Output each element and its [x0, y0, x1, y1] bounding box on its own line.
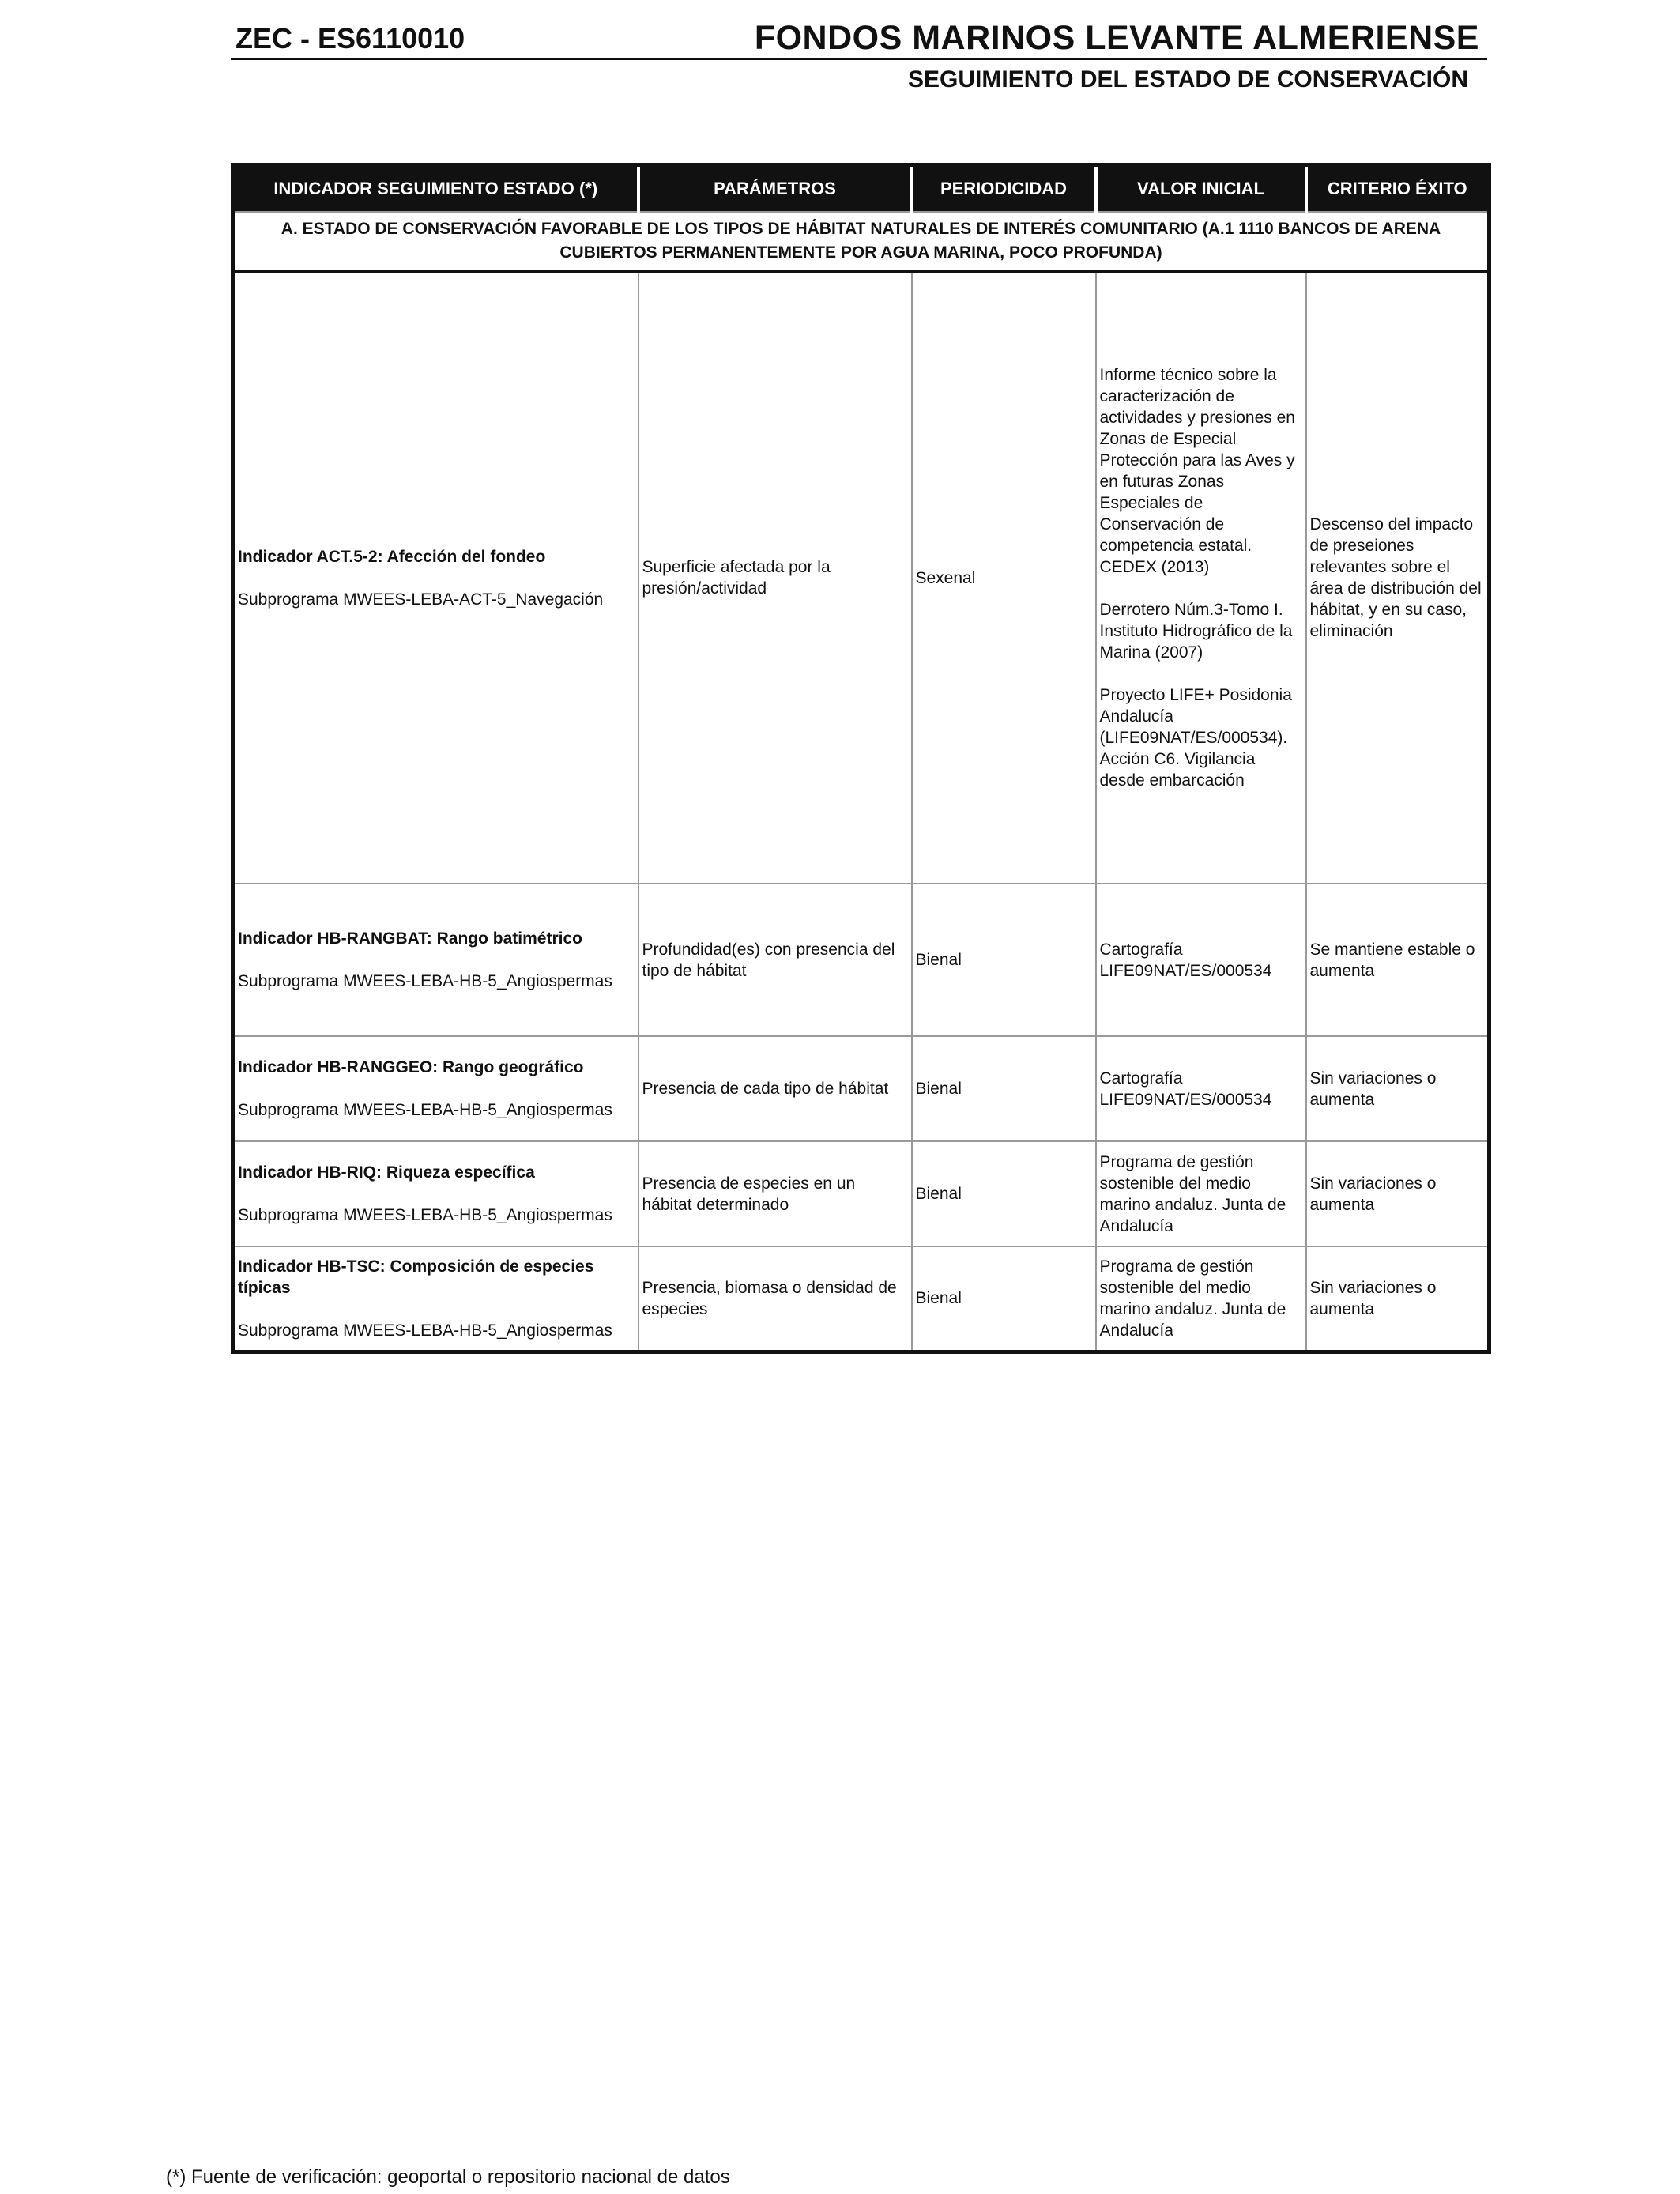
initial-value-paragraph: Derrotero Núm.3-Tomo I. Instituto Hidrográfico de la Marina (2007)	[1099, 601, 1293, 662]
section-row	[233, 212, 1490, 271]
column-header-periodicity: PERIODICIDAD	[912, 165, 1096, 213]
success-criterion-cell: Descenso del impacto de preseiones relevantes sobre el área de distribución del hábitat, y en su caso, eliminación	[1306, 271, 1490, 884]
indicator-cell	[233, 1141, 638, 1246]
table-header-row	[233, 165, 1490, 213]
parameters-cell: Profundidad(es) con presencia del tipo de hábitat	[638, 884, 912, 1036]
column-header-success-criterion: CRITERIO ÉXITO	[1306, 165, 1490, 213]
document-subtitle: SEGUIMIENTO DEL ESTADO DE CONSERVACIÓN	[908, 66, 1468, 92]
parameters-cell: Presencia de especies en un hábitat determinado	[638, 1141, 912, 1246]
indicator-subprogram: Subprograma MWEES-LEBA-HB-5_Angiospermas	[238, 1101, 612, 1119]
column-header-parameters: PARÁMETROS	[638, 165, 912, 213]
indicator-subprogram: Subprograma MWEES-LEBA-HB-5_Angiospermas	[238, 1321, 612, 1340]
indicator-cell	[233, 1036, 638, 1141]
indicator-title: Indicador HB-TSC: Composición de especies típicas	[238, 1257, 594, 1297]
indicator-subprogram: Subprograma MWEES-LEBA-HB-5_Angiospermas	[238, 972, 612, 990]
periodicity-cell: Bienal	[912, 884, 1096, 1036]
indicator-cell	[233, 1246, 638, 1351]
parameters-cell: Presencia de cada tipo de hábitat	[638, 1036, 912, 1141]
indicator-title: Indicador ACT.5-2: Afección del fondeo	[238, 547, 546, 566]
parameters-cell: Superficie afectada por la presión/actividad	[638, 271, 912, 884]
indicator-title: Indicador HB-RIQ: Riqueza específica	[238, 1163, 535, 1182]
initial-value-paragraph: Informe técnico sobre la caracterización de actividades y presiones en Zonas de Especial Protección para las Aves y en futuras Zonas Especiales de Conservación de competencia estatal. CEDEX (2013)	[1099, 366, 1295, 576]
success-criterion-cell: Se mantiene estable o aumenta	[1306, 884, 1490, 1036]
initial-value-cell	[1096, 271, 1306, 884]
periodicity-cell: Sexenal	[912, 271, 1096, 884]
initial-value-cell: Programa de gestión sostenible del medio marino andaluz. Junta de Andalucía	[1096, 1141, 1306, 1246]
section-title: A. ESTADO DE CONSERVACIÓN FAVORABLE DE LOS TIPOS DE HÁBITAT NATURALES DE INTERÉS COMUNITARIO (A.1 1110 BANCOS DE ARENA CUBIERTOS PERMANENTEMENTE POR AGUA MARINA, POCO PROFUNDA)	[233, 212, 1490, 271]
periodicity-cell: Bienal	[912, 1036, 1096, 1141]
parameters-cell: Presencia, biomasa o densidad de especies	[638, 1246, 912, 1351]
table-row	[233, 884, 1490, 1036]
table-row	[233, 1246, 1490, 1351]
header-divider	[231, 58, 1487, 60]
success-criterion-cell: Sin variaciones o aumenta	[1306, 1141, 1490, 1246]
footnote: (*) Fuente de verificación: geoportal o repositorio nacional de datos	[166, 2166, 730, 2188]
indicator-cell	[233, 884, 638, 1036]
indicator-subprogram: Subprograma MWEES-LEBA-HB-5_Angiospermas	[238, 1206, 612, 1224]
table-row	[233, 1036, 1490, 1141]
initial-value-cell: Cartografía LIFE09NAT/ES/000534	[1096, 884, 1306, 1036]
table-row	[233, 1141, 1490, 1246]
initial-value-paragraph: Proyecto LIFE+ Posidonia Andalucía (LIFE09NAT/ES/000534). Acción C6. Vigilancia desde embarcación	[1099, 686, 1292, 790]
periodicity-cell: Bienal	[912, 1141, 1096, 1246]
initial-value-cell: Programa de gestión sostenible del medio marino andaluz. Junta de Andalucía	[1096, 1246, 1306, 1351]
indicator-subprogram: Subprograma MWEES-LEBA-ACT-5_Navegación	[238, 590, 604, 609]
document-title: FONDOS MARINOS LEVANTE ALMERIENSE	[754, 19, 1479, 57]
periodicity-cell: Bienal	[912, 1246, 1096, 1351]
success-criterion-cell: Sin variaciones o aumenta	[1306, 1246, 1490, 1351]
indicator-cell	[233, 271, 638, 884]
column-header-indicator: INDICADOR SEGUIMIENTO ESTADO (*)	[233, 165, 638, 213]
indicator-title: Indicador HB-RANGGEO: Rango geográfico	[238, 1058, 584, 1076]
initial-value-cell: Cartografía LIFE09NAT/ES/000534	[1096, 1036, 1306, 1141]
site-code: ZEC - ES6110010	[235, 22, 465, 55]
indicator-title: Indicador HB-RANGBAT: Rango batimétrico	[238, 929, 582, 948]
table-row	[233, 271, 1490, 884]
success-criterion-cell: Sin variaciones o aumenta	[1306, 1036, 1490, 1141]
column-header-initial-value: VALOR INICIAL	[1096, 165, 1306, 213]
monitoring-table	[231, 163, 1491, 1354]
